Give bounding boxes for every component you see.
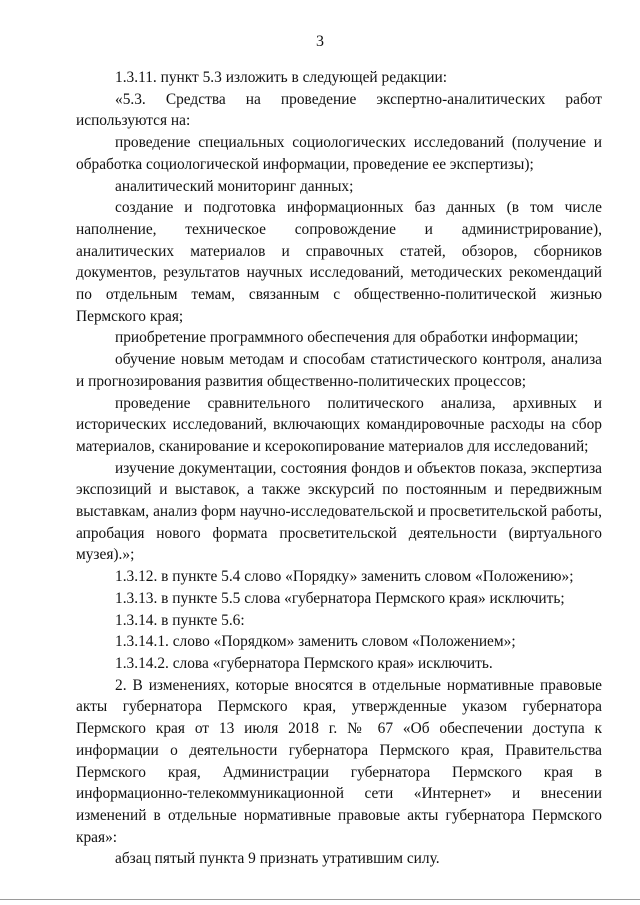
- document-body: [76, 67, 602, 870]
- paragraph-1-3-12: 1.3.12. в пункте 5.4 слово «Порядку» заменить словом «Положению»;: [115, 568, 574, 586]
- bottom-scan-line: [0, 899, 640, 900]
- paragraph-abzac-9: абзац пятый пункта 9 признать утратившим силу.: [115, 850, 440, 868]
- paragraph-1-3-14-2: 1.3.14.2. слова «губернатора Пермского края» исключить.: [115, 654, 493, 672]
- paragraph-documentation-study: изучение документации, состояния фондов и объектов показа, экспертиза экспозиций и выставок, а также экскурсий по постоянным и передвижным выставкам, анализ форм научно-исследовательской и просветительской работы, апробация нового формата просветительской деятельности (виртуального музея).»;: [76, 459, 602, 564]
- paragraph-databases: создание и подготовка информационных баз данных (в том числе наполнение, техническое сопровождение и администрирование), аналитических материалов и справочных статей, обзоров, сборников документов, результатов научных исследований, методических рекомендаций по отдельным темам, связанным с общественно-политической жизнью Пермского края;: [76, 199, 602, 325]
- paragraph-sociological-research: проведение специальных социологических исследований (получение и обработка социологической информации, проведение ее экспертизы);: [76, 134, 602, 173]
- paragraph-1-3-14: 1.3.14. в пункте 5.6:: [115, 611, 245, 629]
- paragraph-5-3-intro: «5.3. Средства на проведение экспертно-аналитических работ используются на:: [76, 90, 602, 130]
- paragraph-software: приобретение программного обеспечения для обработки информации;: [115, 329, 579, 347]
- paragraph-1-3-13: 1.3.13. в пункте 5.5 слова «губернатора Пермского края» исключить;: [115, 589, 565, 607]
- paragraph-1-3-14-1: 1.3.14.1. слово «Порядком» заменить словом «Положением»;: [115, 633, 516, 651]
- paragraph-analytical-monitoring: аналитический мониторинг данных;: [115, 177, 354, 195]
- paragraph-training: обучение новым методам и способам статистического контроля, анализа и прогнозирования развития общественно-политических процессов;: [76, 351, 602, 390]
- page-number: 3: [316, 33, 324, 50]
- paragraph-comparative-analysis: проведение сравнительного политического анализа, архивных и исторических исследований, включающих командировочные расходы на сбор материалов, сканирование и ксерокопирование материалов для исследований;: [76, 394, 602, 455]
- paragraph-1-3-11: 1.3.11. пункт 5.3 изложить в следующей редакции:: [115, 69, 447, 86]
- paragraph-2: 2. В изменениях, которые вносятся в отдельные нормативные правовые акты губернатора Пермского края, утвержденные указом губернатора Пермского края от 13 июля 2018 г. № 67 «Об обеспечении доступа к информации о деятельности губернатора Пермского края, Правительства Пермского края, Администрации губернатора Пермского края в информационно-телекоммуникационной сети «Интернет» и внесении изменений в отдельные нормативные правовые акты губернатора Пермского края»:: [76, 676, 602, 846]
